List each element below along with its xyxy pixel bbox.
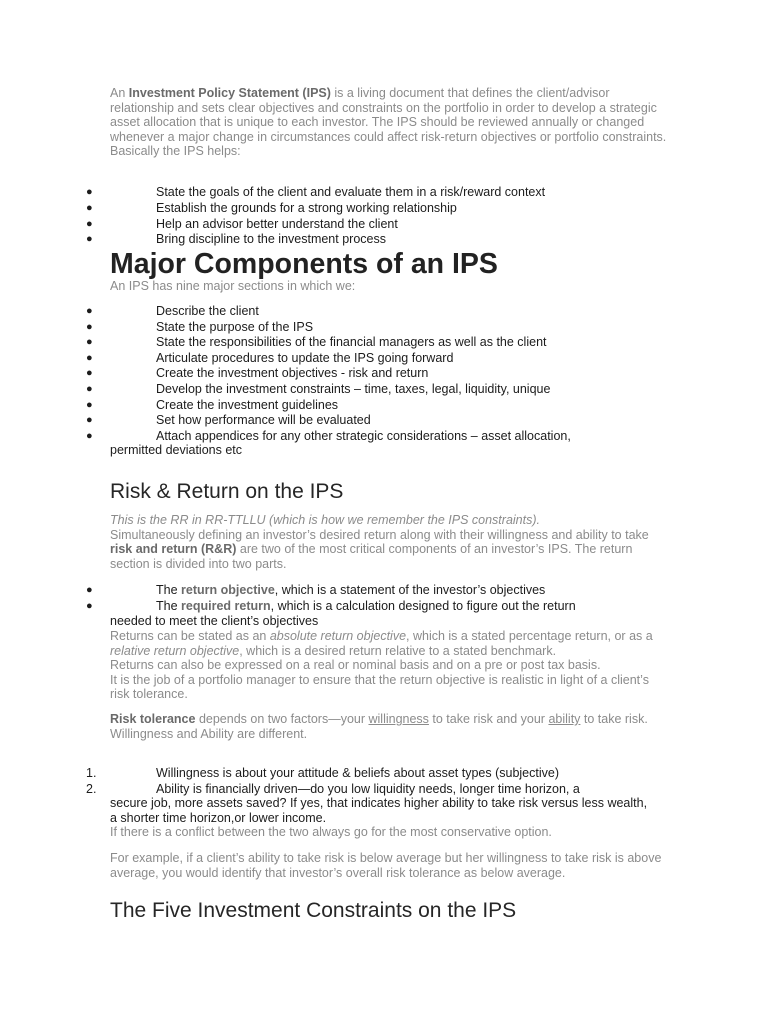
list-item: ● Establish the grounds for a strong working relationship — [86, 200, 457, 215]
list-item: 2. Ability is financially driven—do you low liquidity needs, longer time horizon, a secure job, more assets saved? If yes, that indicates higher ability to take risk versus less wealth, a shorter time horizon,or lower income. — [86, 781, 648, 825]
list-item: ● State the goals of the client and evaluate them in a risk/reward context — [86, 185, 546, 199]
example-paragraph: For example, if a client’s ability to take risk is below average but her willingness to take risk is above average, you would identify that investor’s overall risk tolerance as below average. — [110, 851, 662, 880]
list-item: ● Articulate procedures to update the IPS going forward — [86, 350, 454, 365]
conflict-note: If there is a conflict between the two always go for the most conservative option. — [110, 825, 552, 839]
list-item: ● Describe the client — [86, 304, 259, 318]
components-list — [0, 304, 700, 458]
intro-helps: Basically the IPS helps: — [110, 144, 241, 159]
list-item: ● Set how performance will be evaluated — [86, 413, 371, 428]
list-item: ● State the purpose of the IPS — [86, 319, 314, 334]
list-item: ● Attach appendices for any other strategic considerations – asset allocation, permitted deviations etc — [86, 428, 571, 458]
list-item: ● Create the investment guidelines — [86, 397, 339, 412]
list-item: ● State the responsibilities of the financial managers as well as the client — [86, 335, 547, 350]
list-item: ● The required return, which is a calculation designed to figure out the return needed to meet the client’s objectives — [86, 599, 576, 628]
risk-return-heading: Risk & Return on the IPS — [110, 480, 344, 503]
constraints-heading: The Five Investment Constraints on the IPS — [110, 899, 517, 922]
risk-tolerance-paragraph: Risk tolerance depends on two factors—your willingness to take risk and your ability to take risk. Willingness and Ability are different. — [110, 712, 648, 741]
willingness-link: willingness — [368, 712, 429, 726]
rr-italic-note: This is the RR in RR-TTLLU (which is how we remember the IPS constraints). — [110, 513, 540, 527]
list-item: ● Bring discipline to the investment process — [86, 232, 386, 247]
ability-link: ability — [548, 712, 581, 726]
list-item: ● Create the investment objectives - risk and return — [86, 366, 429, 381]
components-heading: Major Components of an IPS — [110, 248, 498, 280]
list-item: ● Help an advisor better understand the client — [86, 216, 398, 231]
helps-list — [0, 185, 700, 247]
intro-paragraph: An Investment Policy Statement (IPS) is a living document that defines the client/advisor relationship and sets clear objectives and constraints on the portfolio in order to develop a strategic asset allocation that is unique to each investor. The IPS should be reviewed annually or changed whenever a major change in circumstances could affect risk-return objectives or portfolio constraints. Basically the IPS helps: — [110, 86, 670, 159]
ips-term: Investment Policy Statement (IPS) — [128, 86, 331, 100]
list-item: ● The return objective, which is a statement of the investor’s objectives — [86, 583, 546, 597]
returns-paragraph: Returns can be stated as an absolute return objective, which is a stated percentage return, or as a relative return objective, which is a desired return relative to a stated benchmark. Returns can also be expressed on a real or nominal basis and on a pre or post tax basis. It is the job of a portfolio manager to ensure that the return objective is realistic in light of a client’s risk tolerance. — [110, 629, 653, 702]
list-item: 1. Willingness is about your attitude & beliefs about asset types (subjective) — [86, 766, 559, 780]
risk-return-intro: This is the RR in RR-TTLLU (which is how we remember the IPS constraints). Simultaneously defining an investor’s desired return along with their willingness and ability to take risk and return (R&R) are two of the most critical components of an investor’s IPS. The return section is divided into two parts. — [110, 513, 649, 571]
list-item: ● Develop the investment constraints – time, taxes, legal, liquidity, unique — [86, 381, 551, 396]
factors-numbered-list — [0, 766, 700, 825]
components-lead: An IPS has nine major sections in which we: — [110, 279, 356, 293]
return-parts-list — [0, 583, 700, 628]
